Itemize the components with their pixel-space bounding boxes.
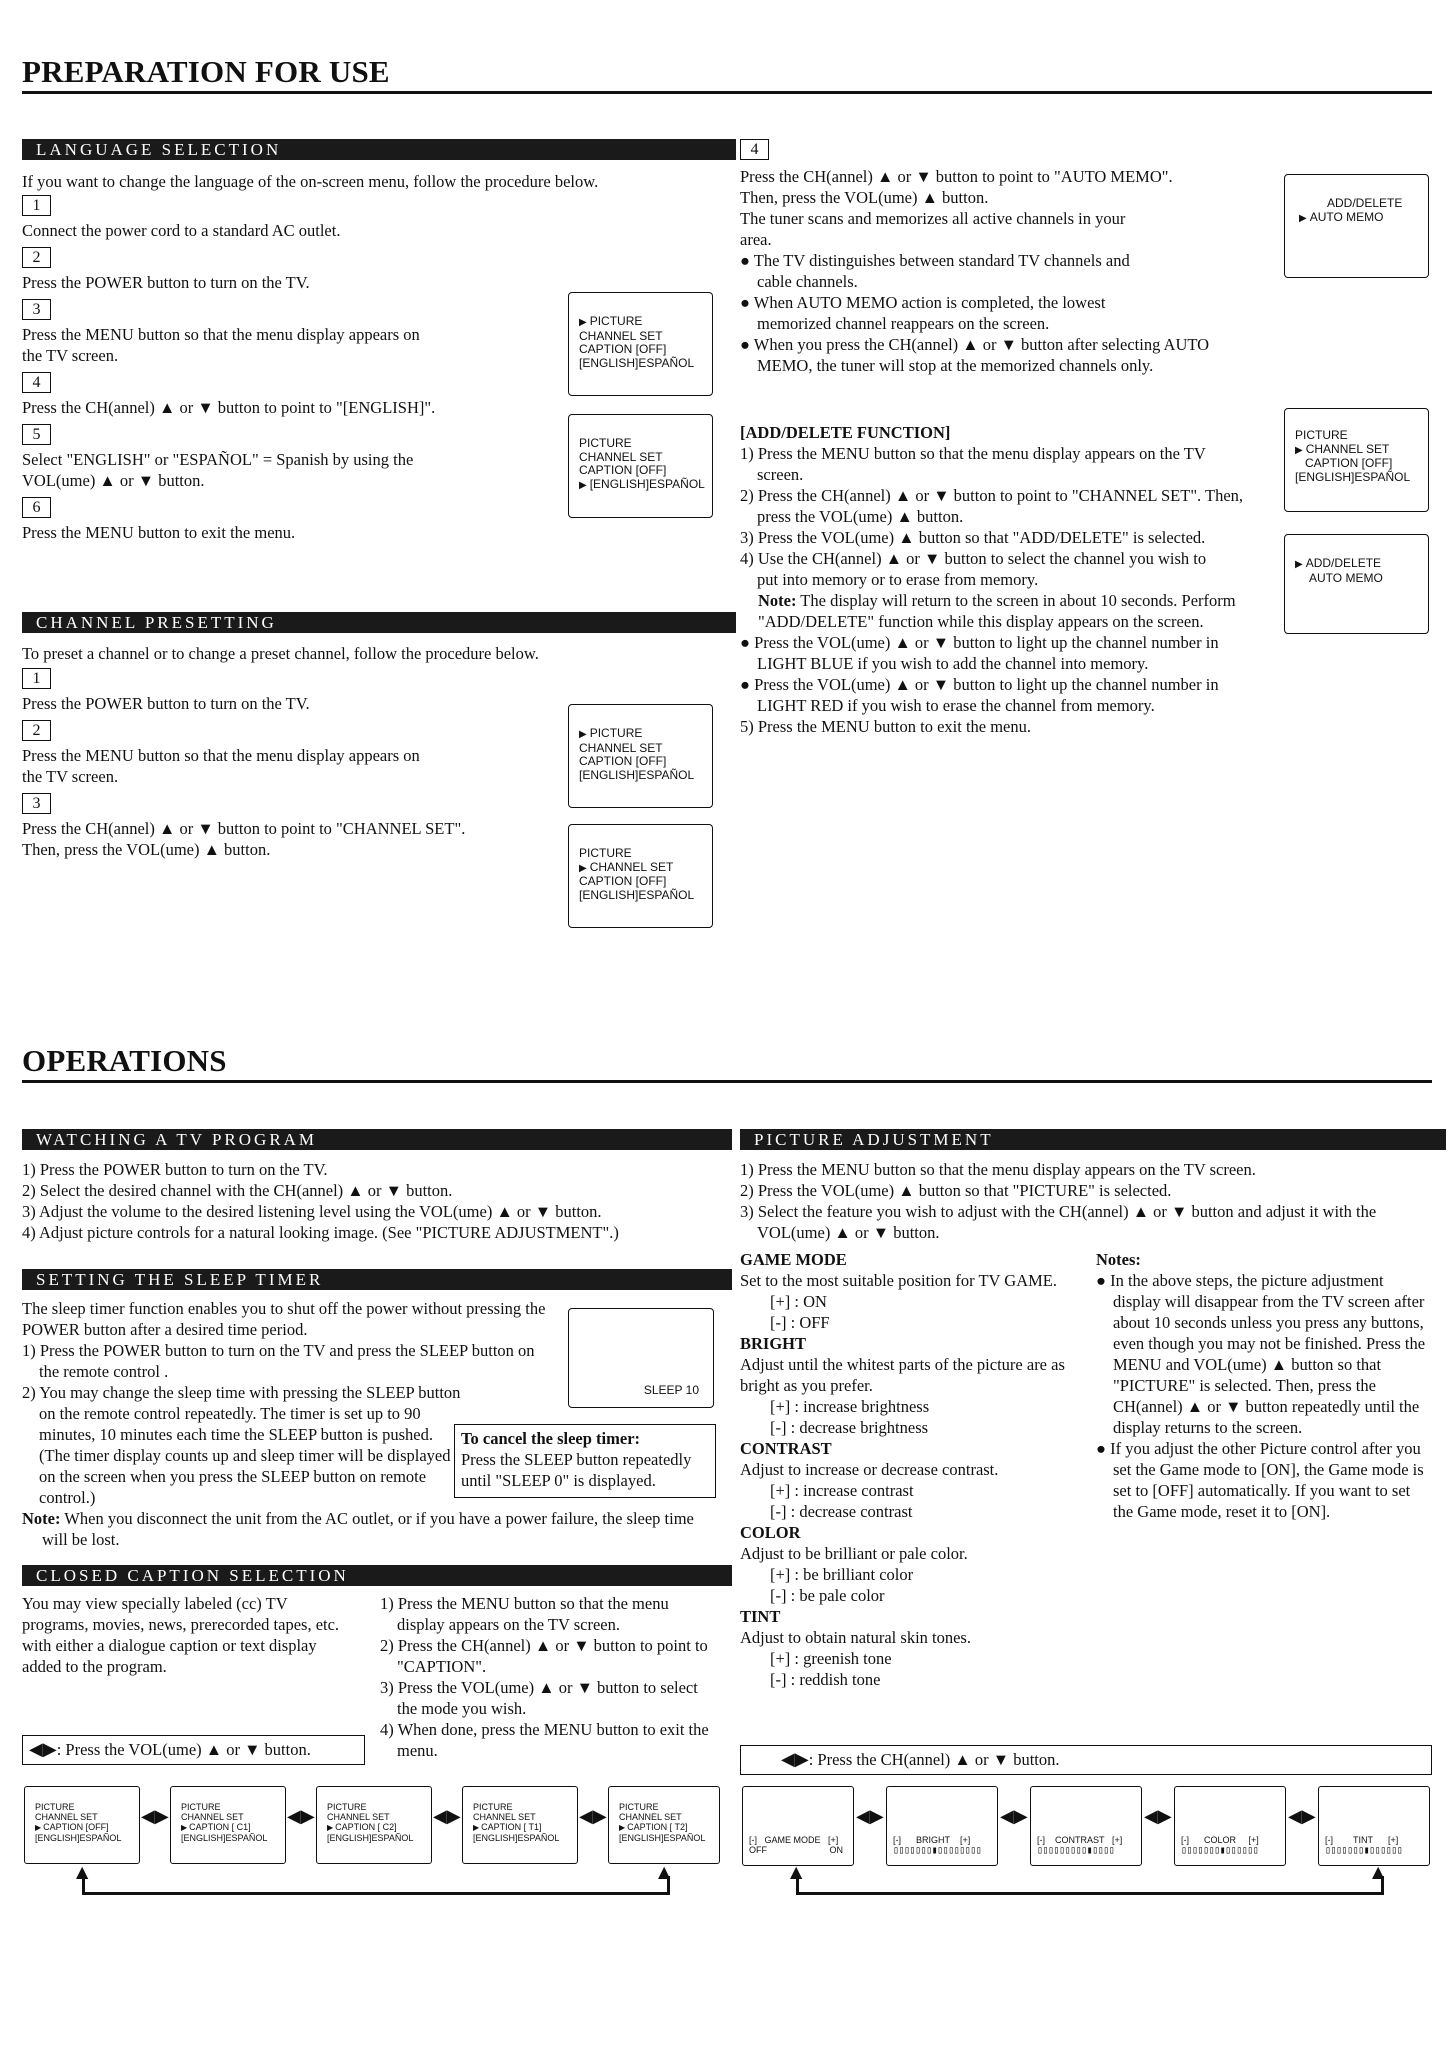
osd-line: ▶ CAPTION [ C1]: [181, 1822, 285, 1833]
bullet-text: The TV distinguishes between standard TV channels and cable channels.: [753, 251, 1130, 291]
adj-line: [-] CONTRAST [+]: [1037, 1835, 1123, 1845]
auto-memo-line: Press the CH(annel) ▲ or ▼ button to point to "AUTO MEMO".: [740, 167, 1173, 186]
osd-line: ▶ [ENGLISH]ESPAÑOL: [579, 478, 712, 493]
auto-memo-step: [740, 166, 1260, 376]
osd-line: PICTURE: [1295, 428, 1348, 442]
double-arrow-icon: ◀▶: [1000, 1806, 1028, 1827]
up-arrow-icon: ▲: [1372, 1862, 1385, 1881]
up-arrow-icon: ▲: [658, 1862, 671, 1881]
adj-gauge: ▯▯▯▯▯▯▯▮▯▯▯▯▯▯: [1325, 1845, 1403, 1856]
osd-line: CAPTION [OFF]: [579, 463, 667, 477]
watching-item: 1) Press the POWER button to turn on the TV.: [22, 1160, 328, 1179]
osd-line: ▶ CHANNEL SET: [579, 861, 712, 876]
osd-line: CAPTION [OFF]: [579, 754, 667, 768]
add-delete-bullet: ● Press the VOL(ume) ▲ or ▼ button to light up the channel number in LIGHT RED if you wish to erase the channel from memory.: [740, 675, 1219, 715]
osd-line: AUTO MEMO: [1309, 570, 1383, 585]
ops-title-rule: [22, 1080, 1432, 1083]
double-arrow-icon: ◀▶: [856, 1806, 884, 1827]
step-text: Press the MENU button to exit the menu.: [22, 523, 296, 542]
adj-left-value: OFF: [749, 1845, 767, 1855]
step-text: Press the CH(annel) ▲ or ▼ button to point to "[ENGLISH]".: [22, 398, 436, 417]
feature-plus: [+] : ON: [770, 1292, 827, 1311]
caption-screen-off: [24, 1786, 140, 1864]
osd-line: CHANNEL SET: [473, 1812, 536, 1822]
osd-language-menu-1: [568, 292, 713, 396]
step-text: Select "ENGLISH" or "ESPAÑOL" = Spanish by using the VOL(ume) ▲ or ▼ button.: [22, 450, 414, 490]
language-steps: [22, 195, 562, 543]
double-arrow-icon: ◀▶: [141, 1806, 169, 1827]
bullet-text: When you press the CH(annel) ▲ or ▼ button after selecting AUTO MEMO, the tuner will stop at the memorized channels only.: [753, 335, 1210, 375]
osd-sleep: [568, 1308, 714, 1408]
add-delete-bullet: ● Press the VOL(ume) ▲ or ▼ button to light up the channel number in LIGHT BLUE if you wish to add the channel into memory.: [740, 633, 1219, 673]
caption-item: 3) Press the VOL(ume) ▲ or ▼ button to select the mode you wish.: [380, 1678, 698, 1718]
add-delete-item: 5) Press the MENU button to exit the menu.: [740, 717, 1032, 736]
osd-line: PICTURE: [579, 846, 632, 860]
caption-loop-arrow: [82, 1876, 670, 1895]
notes-label: Notes:: [1096, 1250, 1141, 1269]
add-delete-note: [740, 590, 1238, 632]
watching-item: 3) Adjust the volume to the desired listening level using the VOL(ume) ▲ or ▼ button.: [22, 1202, 602, 1221]
picture-notes: [1096, 1249, 1432, 1522]
sleep-item: 2) You may change the sleep time with pressing the SLEEP button on the remote control repeatedly. The timer is set up to 90 minutes, 10 minutes each time the SLEEP button is pushed. (The timer display counts up and sleep timer will be displayed on the screen when you press the SLEEP button on remote control.): [22, 1383, 461, 1507]
bullet-text: Press the VOL(ume) ▲ or ▼ button to light up the channel number in LIGHT BLUE if you wish to add the channel into memory.: [754, 633, 1219, 673]
feature-minus: [-] : decrease brightness: [770, 1418, 929, 1437]
channel-steps: [22, 668, 562, 860]
double-arrow-icon: ◀▶: [433, 1806, 461, 1827]
feature-desc: Set to the most suitable position for TV GAME.: [740, 1271, 1058, 1290]
osd-line: [ENGLISH]ESPAÑOL: [579, 355, 695, 370]
watching-list: [22, 1159, 722, 1243]
caption-legend-text: : Press the VOL(ume) ▲ or ▼ button.: [56, 1740, 311, 1759]
adj-line: [-] COLOR [+]: [1181, 1835, 1259, 1845]
step-text: Press the POWER button to turn on the TV.: [22, 273, 310, 292]
feature-name: BRIGHT: [740, 1334, 807, 1353]
osd-channel-set: [1284, 408, 1429, 512]
double-arrow-icon: ◀▶: [1288, 1806, 1316, 1827]
bullet-text: When AUTO MEMO action is completed, the lowest memorized channel reappears on the screen.: [753, 293, 1106, 333]
language-intro: If you want to change the language of the on-screen menu, follow the procedure below.: [22, 172, 599, 191]
feature-plus: [+] : be brilliant color: [770, 1565, 914, 1584]
auto-memo-bullet: ● When you press the CH(annel) ▲ or ▼ button after selecting AUTO MEMO, the tuner will stop at the memorized channels only.: [740, 335, 1210, 375]
osd-line: PICTURE: [579, 436, 632, 450]
adj-gauge: ▯▯▯▯▯▯▯▮▯▯▯▯▯▯: [1181, 1845, 1259, 1856]
language-selection-heading: LANGUAGE SELECTION: [22, 139, 736, 160]
step-number: 3: [22, 299, 51, 320]
picture-screen-tint: [1318, 1786, 1430, 1866]
osd-line: ▶ PICTURE: [579, 315, 712, 330]
osd-line: CAPTION [OFF]: [1305, 456, 1393, 470]
caption-legend: [22, 1735, 365, 1765]
watching-heading: WATCHING A TV PROGRAM: [22, 1129, 732, 1150]
step-number: 6: [22, 497, 51, 518]
feature-minus: [-] : OFF: [770, 1313, 830, 1332]
feature-desc: Adjust until the whitest parts of the picture are as bright as you prefer.: [740, 1355, 1065, 1395]
picture-legend: [740, 1745, 1432, 1775]
osd-channel-menu-1: [568, 704, 713, 808]
step-number: 3: [22, 793, 51, 814]
prep-title: PREPARATION FOR USE: [22, 54, 390, 89]
osd-line: PICTURE: [327, 1802, 367, 1812]
osd-line: ▶ CAPTION [OFF]: [35, 1822, 139, 1833]
adj-line: [-] GAME MODE [+]: [749, 1835, 839, 1845]
osd-line: CHANNEL SET: [35, 1812, 98, 1822]
picture-features: [740, 1249, 1070, 1690]
caption-item: 2) Press the CH(annel) ▲ or ▼ button to point to "CAPTION".: [380, 1636, 708, 1676]
osd-line: ▶ PICTURE: [579, 727, 712, 742]
sleep-heading: SETTING THE SLEEP TIMER: [22, 1269, 732, 1290]
picture-screen-contrast: [1030, 1786, 1142, 1866]
up-arrow-icon: ▲: [790, 1862, 803, 1881]
note-text: When you disconnect the unit from the AC outlet, or if you have a power failure, the sleep time will be lost.: [42, 1509, 694, 1549]
osd-line: CHANNEL SET: [579, 328, 663, 343]
sleep-note: [22, 1508, 722, 1550]
feature-plus: [+] : increase brightness: [770, 1397, 930, 1416]
add-delete-body: [740, 443, 1244, 737]
step-text: Press the MENU button so that the menu display appears on the TV screen.: [22, 746, 420, 786]
bullet-text: In the above steps, the picture adjustment display will disappear from the TV screen after about 10 seconds unless you press any buttons, even though you may not be finished. Press the MENU and VOL(ume) ▲ button so that "PICTURE" is selected. Then, press the CH(annel) ▲ or ▼ button repeatedly until the display returns to the screen.: [1110, 1271, 1426, 1437]
cancel-sleep-box: [454, 1424, 716, 1498]
osd-line: ▶ CHANNEL SET: [1295, 443, 1428, 458]
caption-screen-t1: [462, 1786, 578, 1864]
picture-screen-color: [1174, 1786, 1286, 1866]
osd-line: ▶ ADD/DELETE: [1295, 557, 1428, 572]
caption-item: 4) When done, press the MENU button to exit the menu.: [380, 1720, 709, 1760]
osd-line: CHANNEL SET: [619, 1812, 682, 1822]
picture-screen-bright: [886, 1786, 998, 1866]
note-bullet: ● In the above steps, the picture adjustment display will disappear from the TV screen after about 10 seconds unless you press any buttons, even though you may not be finished. Press the MENU and VOL(ume) ▲ button so that "PICTURE" is selected. Then, press the CH(annel) ▲ or ▼ button repeatedly until the display returns to the screen.: [1096, 1271, 1426, 1437]
step-number: 4: [740, 139, 769, 160]
picture-screen-game-mode: [742, 1786, 854, 1866]
bullet-text: If you adjust the other Picture control after you set the Game mode to [ON], the Game mode is set to [OFF] automatically. If you want to set the Game mode, reset it to [ON].: [1110, 1439, 1424, 1521]
step-text: Press the MENU button so that the menu display appears on the TV screen.: [22, 325, 420, 365]
auto-memo-line: Then, press the VOL(ume) ▲ button.: [740, 188, 989, 207]
osd-line: CHANNEL SET: [579, 449, 663, 464]
cancel-sleep-text: Press the SLEEP button repeatedly until "SLEEP 0" is displayed.: [461, 1450, 692, 1490]
note-bullet: ● If you adjust the other Picture control after you set the Game mode to [ON], the Game mode is set to [OFF] automatically. If you want to set the Game mode, reset it to [ON].: [1096, 1439, 1424, 1521]
osd-line: ▶ CAPTION [ T2]: [619, 1822, 719, 1833]
double-arrow-icon: ◀▶: [29, 1739, 57, 1760]
osd-line: [ENGLISH]ESPAÑOL: [1295, 469, 1411, 484]
channel-intro: To preset a channel or to change a preset channel, follow the procedure below.: [22, 644, 539, 663]
step-text: Press the POWER button to turn on the TV.: [22, 694, 310, 713]
adj-right-value: ON: [829, 1845, 843, 1855]
add-delete-item: 4) Use the CH(annel) ▲ or ▼ button to select the channel you wish to put into memory or to erase from memory.: [740, 549, 1207, 589]
osd-line: PICTURE: [35, 1802, 75, 1812]
picture-item: 1) Press the MENU button so that the menu display appears on the TV screen.: [740, 1160, 1256, 1179]
osd-line: CHANNEL SET: [327, 1812, 390, 1822]
auto-memo-line: The tuner scans and memorizes all active channels in your area.: [740, 209, 1126, 249]
caption-intro: You may view specially labeled (cc) TV programs, movies, news, prerecorded tapes, etc. with either a dialogue caption or text display added to the program.: [22, 1594, 340, 1676]
picture-item: 3) Select the feature you wish to adjust with the CH(annel) ▲ or ▼ button and adjust it with the VOL(ume) ▲ or ▼ button.: [740, 1202, 1377, 1242]
double-arrow-icon: ◀▶: [1144, 1806, 1172, 1827]
adj-gauge: ▯▯▯▯▯▯▯▯▯▮▯▯▯▯: [1037, 1845, 1115, 1856]
osd-line: ▶ AUTO MEMO: [1299, 211, 1428, 226]
channel-presetting-heading: CHANNEL PRESETTING: [22, 612, 736, 633]
prep-title-rule: [22, 91, 1432, 94]
osd-line: [ENGLISH]ESPAÑOL: [579, 767, 695, 782]
sleep-intro: The sleep timer function enables you to shut off the power without pressing the POWER button after a desired time period.: [22, 1299, 546, 1339]
osd-line: [ENGLISH]ESPAÑOL: [35, 1833, 122, 1843]
caption-heading: CLOSED CAPTION SELECTION: [22, 1565, 732, 1586]
watching-item: 2) Select the desired channel with the CH(annel) ▲ or ▼ button.: [22, 1181, 453, 1200]
add-delete-item: 3) Press the VOL(ume) ▲ button so that "ADD/DELETE" is selected.: [740, 528, 1206, 547]
feature-name: CONTRAST: [740, 1439, 832, 1458]
feature-minus: [-] : be pale color: [770, 1586, 885, 1605]
osd-add-delete: [1284, 534, 1429, 634]
osd-line: [ENGLISH]ESPAÑOL: [473, 1833, 560, 1843]
feature-desc: Adjust to obtain natural skin tones.: [740, 1628, 971, 1647]
osd-line: [ENGLISH]ESPAÑOL: [327, 1833, 414, 1843]
osd-auto-memo: [1284, 174, 1429, 278]
step-number: 2: [22, 247, 51, 268]
feature-minus: [-] : decrease contrast: [770, 1502, 913, 1521]
osd-line: ADD/DELETE: [1327, 196, 1403, 210]
ops-title: OPERATIONS: [22, 1043, 227, 1078]
osd-line: CAPTION [OFF]: [579, 342, 667, 356]
osd-line: CHANNEL SET: [579, 740, 663, 755]
step-text: Press the CH(annel) ▲ or ▼ button to point to "CHANNEL SET". Then, press the VOL(ume) ▲ button.: [22, 819, 466, 859]
osd-line: PICTURE: [473, 1802, 513, 1812]
step-number: 4: [22, 372, 51, 393]
osd-line: CHANNEL SET: [181, 1812, 244, 1822]
adj-gauge: ▯▯▯▯▯▯▯▮▯▯▯▯▯▯▯▯: [893, 1845, 982, 1856]
picture-item: 2) Press the VOL(ume) ▲ button so that "PICTURE" is selected.: [740, 1181, 1172, 1200]
note-text: The display will return to the screen in about 10 seconds. Perform "ADD/DELETE" function while this display appears on the screen.: [758, 591, 1236, 631]
note-label: Note:: [758, 591, 797, 610]
osd-language-menu-2: [568, 414, 713, 518]
add-delete-item: 1) Press the MENU button so that the menu display appears on the TV screen.: [740, 444, 1206, 484]
step-text: Connect the power cord to a standard AC outlet.: [22, 221, 341, 240]
caption-item: 1) Press the MENU button so that the menu display appears on the TV screen.: [380, 1594, 669, 1634]
step-number: 1: [22, 195, 51, 216]
osd-line: PICTURE: [181, 1802, 221, 1812]
feature-name: GAME MODE: [740, 1250, 847, 1269]
auto-memo-bullet: ● The TV distinguishes between standard TV channels and cable channels.: [740, 251, 1130, 291]
osd-line: [ENGLISH]ESPAÑOL: [181, 1833, 268, 1843]
watching-item: 4) Adjust picture controls for a natural looking image. (See "PICTURE ADJUSTMENT".): [22, 1223, 619, 1242]
caption-screen-c1: [170, 1786, 286, 1864]
feature-minus: [-] : reddish tone: [770, 1670, 881, 1689]
adj-line: [-] BRIGHT [+]: [893, 1835, 971, 1845]
feature-plus: [+] : greenish tone: [770, 1649, 892, 1668]
caption-screen-c2: [316, 1786, 432, 1864]
picture-adjustment-heading: PICTURE ADJUSTMENT: [740, 1129, 1446, 1150]
picture-loop-arrow: [796, 1876, 1384, 1895]
osd-line: CAPTION [OFF]: [579, 874, 667, 888]
feature-desc: Adjust to increase or decrease contrast.: [740, 1460, 999, 1479]
add-delete-heading: [ADD/DELETE FUNCTION]: [740, 423, 951, 442]
step-number: 2: [22, 720, 51, 741]
caption-screen-t2: [608, 1786, 720, 1864]
add-delete-item: 2) Press the CH(annel) ▲ or ▼ button to point to "CHANNEL SET". Then, press the VOL(ume) ▲ button.: [740, 486, 1244, 526]
note-label: Note:: [22, 1509, 61, 1528]
caption-steps: [380, 1593, 720, 1761]
osd-line: ▶ CAPTION [ C2]: [327, 1822, 431, 1833]
cancel-sleep-title: To cancel the sleep timer:: [461, 1429, 641, 1448]
up-arrow-icon: ▲: [76, 1862, 89, 1881]
osd-sleep-label: SLEEP 10: [643, 1383, 699, 1397]
osd-line: [ENGLISH]ESPAÑOL: [619, 1833, 706, 1843]
bullet-text: Press the VOL(ume) ▲ or ▼ button to light up the channel number in LIGHT RED if you wish to erase the channel from memory.: [754, 675, 1219, 715]
step-number: 5: [22, 424, 51, 445]
feature-name: COLOR: [740, 1523, 801, 1542]
picture-legend-text: : Press the CH(annel) ▲ or ▼ button.: [808, 1750, 1060, 1769]
osd-channel-menu-2: [568, 824, 713, 928]
sleep-item: 1) Press the POWER button to turn on the TV and press the SLEEP button on the remote control .: [22, 1341, 535, 1381]
feature-plus: [+] : increase contrast: [770, 1481, 914, 1500]
osd-line: PICTURE: [619, 1802, 659, 1812]
osd-line: ▶ CAPTION [ T1]: [473, 1822, 577, 1833]
auto-memo-bullet: ● When AUTO MEMO action is completed, the lowest memorized channel reappears on the screen.: [740, 293, 1106, 333]
feature-desc: Adjust to be brilliant or pale color.: [740, 1544, 968, 1563]
double-arrow-icon: ◀▶: [579, 1806, 607, 1827]
picture-steps: [740, 1159, 1432, 1243]
osd-line: [ENGLISH]ESPAÑOL: [579, 887, 695, 902]
double-arrow-icon: ◀▶: [287, 1806, 315, 1827]
feature-name: TINT: [740, 1607, 781, 1626]
step-number: 1: [22, 668, 51, 689]
double-arrow-icon: ◀▶: [781, 1749, 809, 1770]
adj-line: [-] TINT [+]: [1325, 1835, 1399, 1845]
